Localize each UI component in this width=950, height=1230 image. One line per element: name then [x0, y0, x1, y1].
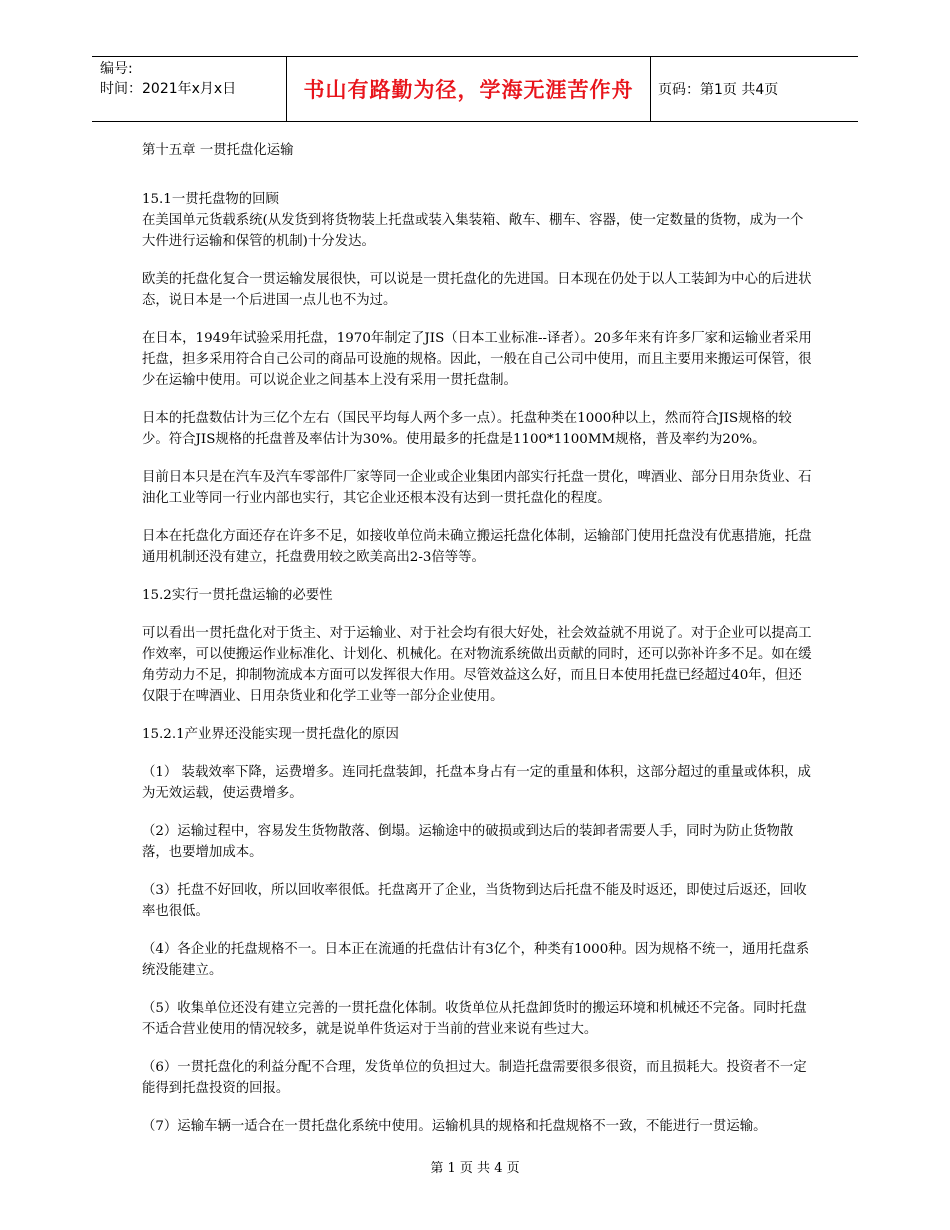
- reason-item: （4）各企业的托盘规格不一。日本正在流通的托盘估计有3亿个，种类有1000种。因为规格不统一，通用托盘系统没能建立。: [142, 942, 810, 978]
- reason-item: （7）运输车辆一适合在一贯托盘化系统中使用。运输机具的规格和托盘规格不一致，不能进行一贯运输。: [142, 1119, 767, 1134]
- reason-item: （5）收集单位还没有建立完善的一贯托盘化体制。收货单位从托盘卸货时的搬运环境和机械还不完备。同时托盘不适合营业使用的情况较多，就是说单件货运对于当前的营业来说有些过大。: [142, 1001, 807, 1037]
- paragraph: 在日本，1949年试验采用托盘，1970年制定了JIS（日本工业标准--译者）。20多年来有许多厂家和运输业者采用托盘，担多采用符合自己公司的商品可设施的规格。因此，一般在自己公司中使用，而且主要用来搬运可保管，很少在运输中使用。可以说企业之间基本上没有采用一贯托盘制。: [142, 331, 812, 388]
- section-title: 15.1一贯托盘物的回顾: [142, 192, 279, 207]
- section-title: 15.2实行一贯托盘运输的必要性: [142, 588, 333, 603]
- reason-item: （1） 装载效率下降，运费增多。连同托盘装卸，托盘本身占有一定的重量和体积，这部分超过的重量或体积，成为无效运载，使运费增多。: [142, 765, 811, 801]
- header-divider: [650, 57, 651, 121]
- section-title: 15.2.1产业界还没能实现一贯托盘化的原因: [142, 727, 399, 742]
- page-footer: 第 1 页 共 4 页: [430, 1161, 520, 1176]
- header-motto: 书山有路勤为径，学海无涯苦作舟: [303, 78, 634, 102]
- chapter-title: 第十五章 一贯托盘化运输: [142, 143, 294, 158]
- reason-item: （6）一贯托盘化的利益分配不合理，发货单位的负担过大。制造托盘需要很多很资，而且损耗大。投资者不一定能得到托盘投资的回报。: [142, 1060, 807, 1096]
- document-date: 时间：2021年x月x日: [100, 81, 237, 97]
- page-header: [92, 56, 858, 122]
- document-body: [142, 140, 812, 1154]
- reason-item: （2）运输过程中，容易发生货物散落、倒塌。运输途中的破损或到达后的装卸者需要人手，同时为防止货物散落，也要增加成本。: [142, 824, 794, 860]
- paragraph: 欧美的托盘化复合一贯运输发展很快，可以说是一贯托盘化的先进国。日本现在仍处于以人工装卸为中心的后进状态，说日本是一个后进国一点儿也不为过。: [142, 272, 812, 308]
- paragraph: 目前日本只是在汽车及汽车零部件厂家等同一企业或企业集团内部实行托盘一贯化，啤酒业、部分日用杂货业、石油化工业等同一行业内部也实行，其它企业还根本没有达到一贯托盘化的程度。: [142, 470, 812, 506]
- header-page-info: 页码：第1页 共4页: [658, 82, 779, 98]
- paragraph: 日本在托盘化方面还存在许多不足，如接收单位尚未确立搬运托盘化体制，运输部门使用托盘没有优惠措施，托盘通用机制还没有建立，托盘费用较之欧美高出2-3倍等等。: [142, 529, 812, 565]
- paragraph: 在美国单元货载系统(从发货到将货物装上托盘或装入集装箱、敞车、棚车、容器，使一定数量的货物，成为一个大件进行运输和保管的机制)十分发达。: [142, 213, 804, 249]
- header-meta: [100, 59, 285, 99]
- paragraph: 日本的托盘数估计为三亿个左右（国民平均每人两个多一点）。托盘种类在1000种以上，然而符合JIS规格的较少。符合JIS规格的托盘普及率估计为30%。使用最多的托盘是1100*1100MM规格，普及率约为20%。: [142, 411, 792, 447]
- paragraph: 可以看出一贯托盘化对于货主、对于运输业、对于社会均有很大好处，社会效益就不用说了。对于企业可以提高工作效率，可以使搬运作业标准化、计划化、机械化。在对物流系统做出贡献的同时，还可以弥补许多不足。如在缓角劳动力不足，抑制物流成本方面可以发挥很大作用。尽管效益这么好，而且日本使用托盘已经超过40年，但还仅限于在啤酒业、日用杂货业和化学工业等一部分企业使用。: [142, 626, 812, 704]
- document-number-label: 编号:: [100, 61, 133, 77]
- reason-item: （3）托盘不好回收，所以回收率很低。托盘离开了企业，当货物到达后托盘不能及时返还，即使过后返还，回收率也很低。: [142, 883, 807, 919]
